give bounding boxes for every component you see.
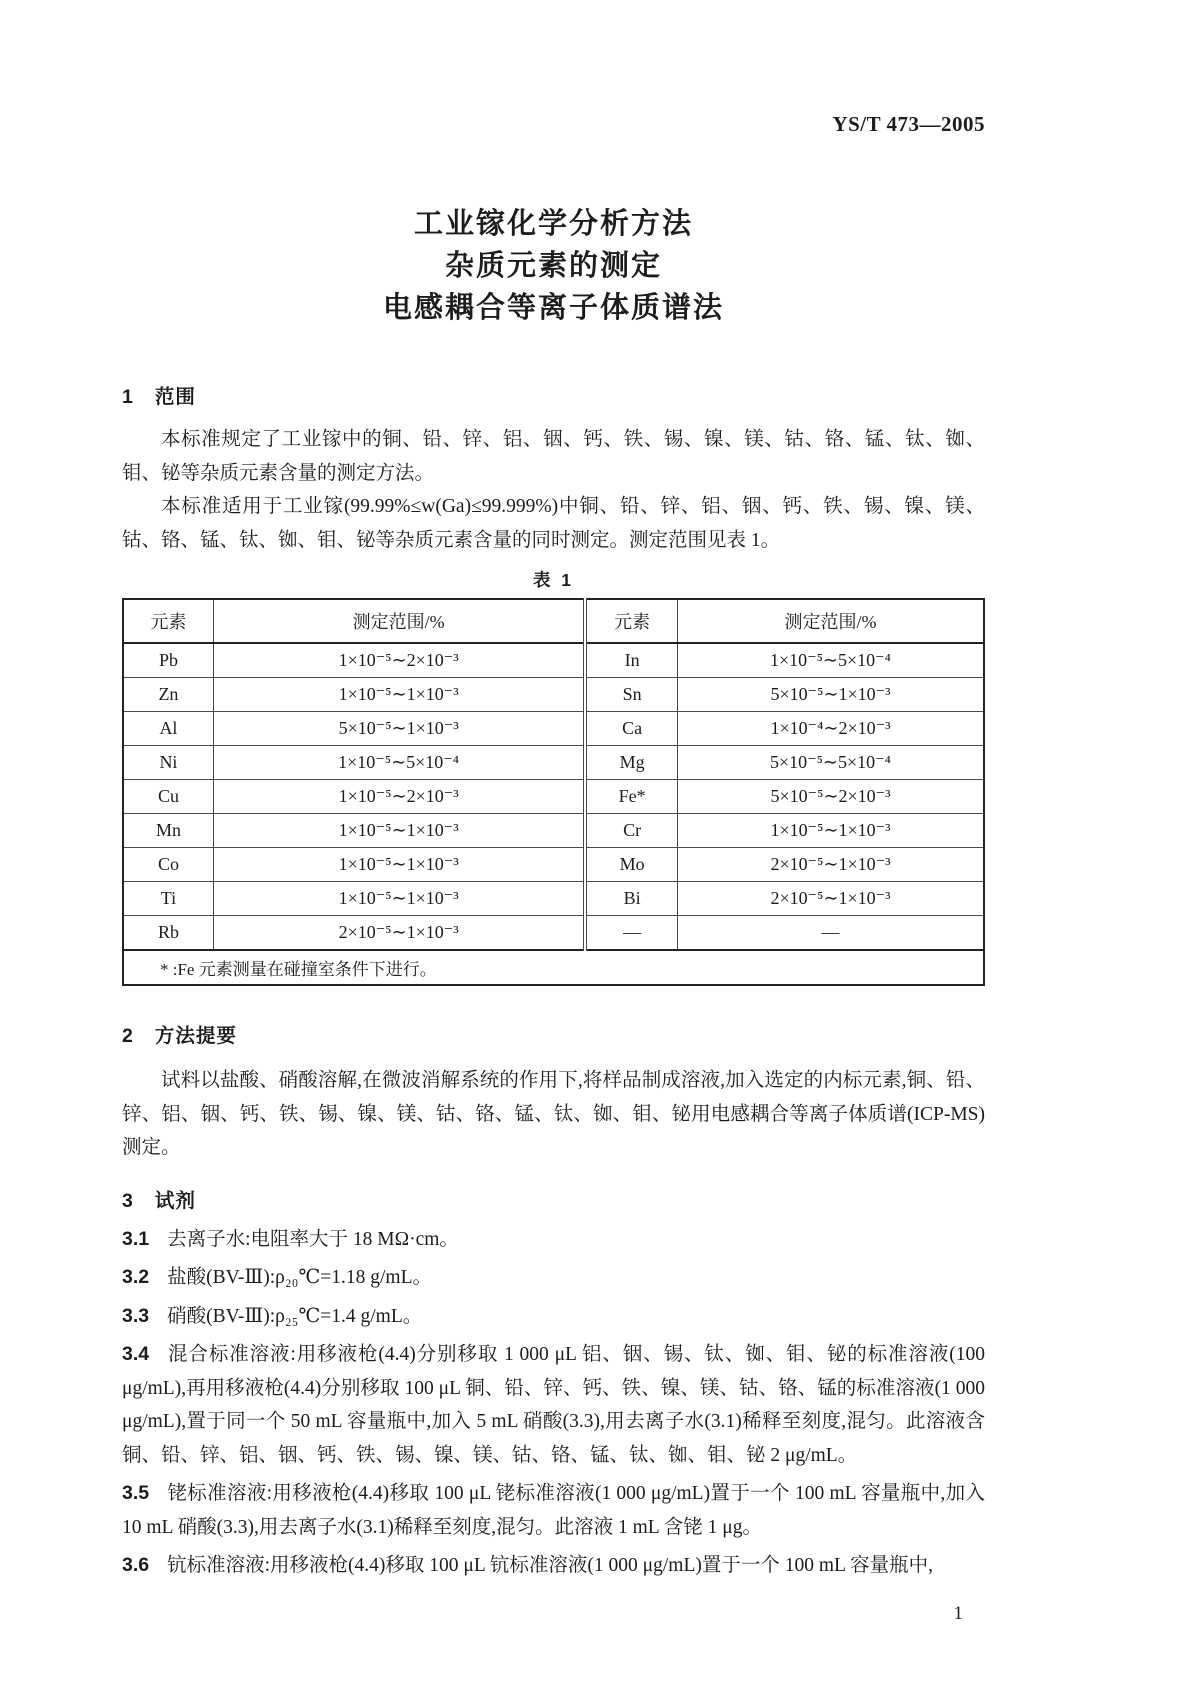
reagent-item-text: 混合标准溶液:用移液枪(4.4)分别移取 1 000 μL 铝、铟、锡、钛、铷、钼、铋的标准溶液(100 μg/mL),再用移液枪(4.4)分别移取 100 μL 铜、铅、锌、钙、铁、镍、镁、钴、铬、锰的标准溶液(1 000 μg/mL),置于同一个 50 mL 容量瓶中,加入 5 mL 硝酸(3.3),用去离子水(3.1)稀释至刻度,混匀。此溶液含铜、铅、锌、铝、铟、钙、铁、锡、镍、镁、钴、铬、锰、钛、铷、钼、铋 2 μg/mL。 — [122, 1344, 985, 1466]
col-header-element-left: 元素 — [123, 599, 213, 643]
table1-header — [123, 599, 984, 643]
reagent-item-number: 3.6 — [122, 1554, 150, 1576]
reagent-item-text: 去离子水:电阻率大于 18 MΩ·cm。 — [167, 1228, 459, 1250]
page-content — [122, 0, 985, 1625]
reagent-list — [122, 1223, 985, 1583]
table-row — [123, 678, 984, 712]
table1-caption: 表 1 — [532, 570, 575, 590]
reagent-item-text: 钪标准溶液:用移液枪(4.4)移取 100 μL 钪标准溶液(1 000 μg/mL)置于一个 100 mL 容量瓶中, — [167, 1555, 933, 1576]
range-cell: 5×10⁻⁵∼1×10⁻³ — [677, 678, 984, 712]
section1-title: 范围 — [154, 386, 196, 408]
element-cell: Mn — [123, 814, 213, 848]
reagent-item — [122, 1300, 985, 1334]
section3-title: 试剂 — [154, 1189, 196, 1212]
element-cell: Cu — [123, 780, 213, 814]
element-cell: Pb — [123, 643, 213, 678]
reagent-item — [122, 1223, 985, 1257]
range-cell: 1×10⁻⁵∼5×10⁻⁴ — [677, 643, 984, 678]
reagent-item-number: 3.4 — [122, 1343, 150, 1365]
element-cell: Fe* — [585, 780, 677, 814]
element-cell: Zn — [123, 678, 213, 712]
reagent-item — [122, 1338, 985, 1472]
element-cell: Al — [123, 712, 213, 746]
range-cell: 1×10⁻⁴∼2×10⁻³ — [677, 712, 984, 746]
table1-footer — [123, 950, 984, 985]
table1-footnote: * :Fe 元素测量在碰撞室条件下进行。 — [123, 950, 984, 985]
element-cell: Ca — [585, 712, 677, 746]
table1-header-row — [123, 599, 984, 643]
element-cell: Mo — [585, 848, 677, 882]
table1-footnote-row — [123, 950, 984, 985]
section1-paragraph-2: 本标准适用于工业镓(99.99%≤w(Ga)≤99.999%)中铜、铅、锌、铝、铟、钙、铁、锡、镍、镁、钴、铬、锰、钛、铷、钼、铋等杂质元素含量的同时测定。测定范围见表 1。 — [122, 496, 985, 551]
element-cell: Cr — [585, 814, 677, 848]
table-row — [123, 643, 984, 678]
reagent-item-number: 3.1 — [122, 1227, 150, 1250]
col-header-range-left: 测定范围/% — [213, 599, 585, 643]
section1-number: 1 — [122, 386, 133, 408]
section2-number: 2 — [122, 1025, 133, 1047]
section3-number: 3 — [122, 1189, 133, 1212]
element-cell: Mg — [585, 746, 677, 780]
reagent-item — [122, 1261, 985, 1295]
range-cell: 2×10⁻⁵∼1×10⁻³ — [213, 916, 585, 951]
range-cell: 1×10⁻⁵∼1×10⁻³ — [213, 848, 585, 882]
element-cell: Sn — [585, 678, 677, 712]
table-row — [123, 814, 984, 848]
range-cell: 1×10⁻⁵∼1×10⁻³ — [213, 814, 585, 848]
reagent-item-text: 铑标准溶液:用移液枪(4.4)移取 100 μL 铑标准溶液(1 000 μg/mL)置于一个 100 mL 容量瓶中,加入 10 mL 硝酸(3.3),用去离子水(3.1)稀释至刻度,混匀。此溶液 1 mL 含铑 1 μg。 — [122, 1483, 985, 1538]
range-cell: 1×10⁻⁵∼1×10⁻³ — [677, 814, 984, 848]
title-line-2: 杂质元素的测定 — [444, 250, 662, 282]
range-cell: 2×10⁻⁵∼1×10⁻³ — [677, 848, 984, 882]
range-cell: 1×10⁻⁵∼2×10⁻³ — [213, 643, 585, 678]
col-header-element-right: 元素 — [585, 599, 677, 643]
reagent-item-number: 3.2 — [122, 1266, 150, 1288]
table-row — [123, 746, 984, 780]
range-cell: 5×10⁻⁵∼2×10⁻³ — [677, 780, 984, 814]
standard-number: YS/T 473—2005 — [832, 112, 985, 136]
range-cell: — — [677, 916, 984, 951]
document-title — [122, 203, 985, 329]
reagent-item-number: 3.5 — [122, 1482, 150, 1504]
element-cell: Ni — [123, 746, 213, 780]
section1-paragraph-1: 本标准规定了工业镓中的铜、铅、锌、铝、铟、钙、铁、锡、镍、镁、钴、铬、锰、钛、铷、钼、铋等杂质元素含量的测定方法。 — [122, 429, 985, 484]
reagent-item-text: 盐酸(BV-Ⅲ):ρ₂₀℃=1.18 g/mL。 — [167, 1267, 432, 1288]
range-cell: 1×10⁻⁵∼1×10⁻³ — [213, 678, 585, 712]
element-cell: — — [585, 916, 677, 951]
table-row — [123, 916, 984, 951]
section2-title: 方法提要 — [154, 1025, 237, 1047]
reagent-item — [122, 1477, 985, 1544]
section2-paragraph: 试料以盐酸、硝酸溶解,在微波消解系统的作用下,将样品制成溶液,加入选定的内标元素,铜、铅、锌、铝、铟、钙、铁、锡、镍、镁、钴、铬、锰、钛、铷、钼、铋用电感耦合等离子体质谱(ICP-MS)测定。 — [122, 1070, 985, 1158]
table-row — [123, 882, 984, 916]
element-cell: Co — [123, 848, 213, 882]
element-cell: Bi — [585, 882, 677, 916]
range-cell: 2×10⁻⁵∼1×10⁻³ — [677, 882, 984, 916]
title-line-3: 电感耦合等离子体质谱法 — [382, 292, 724, 324]
element-cell: Ti — [123, 882, 213, 916]
section1-heading — [122, 381, 985, 409]
table-row — [123, 848, 984, 882]
title-line-1: 工业镓化学分析方法 — [413, 208, 693, 240]
element-cell: In — [585, 643, 677, 678]
table-row — [123, 780, 984, 814]
reagent-item-number: 3.3 — [122, 1304, 150, 1327]
range-cell: 5×10⁻⁵∼1×10⁻³ — [213, 712, 585, 746]
range-cell: 1×10⁻⁵∼5×10⁻⁴ — [213, 746, 585, 780]
table1 — [122, 598, 985, 986]
col-header-range-right: 测定范围/% — [677, 599, 984, 643]
range-cell: 1×10⁻⁵∼2×10⁻³ — [213, 780, 585, 814]
reagent-item-text: 硝酸(BV-Ⅲ):ρ₂₅℃=1.4 g/mL。 — [167, 1305, 423, 1327]
range-cell: 1×10⁻⁵∼1×10⁻³ — [213, 882, 585, 916]
table-row — [123, 712, 984, 746]
section3-heading — [122, 1185, 985, 1213]
section2-heading — [122, 1020, 985, 1048]
reagent-item — [122, 1549, 985, 1583]
element-cell: Rb — [123, 916, 213, 951]
range-cell: 5×10⁻⁵∼5×10⁻⁴ — [677, 746, 984, 780]
table1-body — [123, 643, 984, 950]
page-number: 1 — [953, 1602, 963, 1624]
